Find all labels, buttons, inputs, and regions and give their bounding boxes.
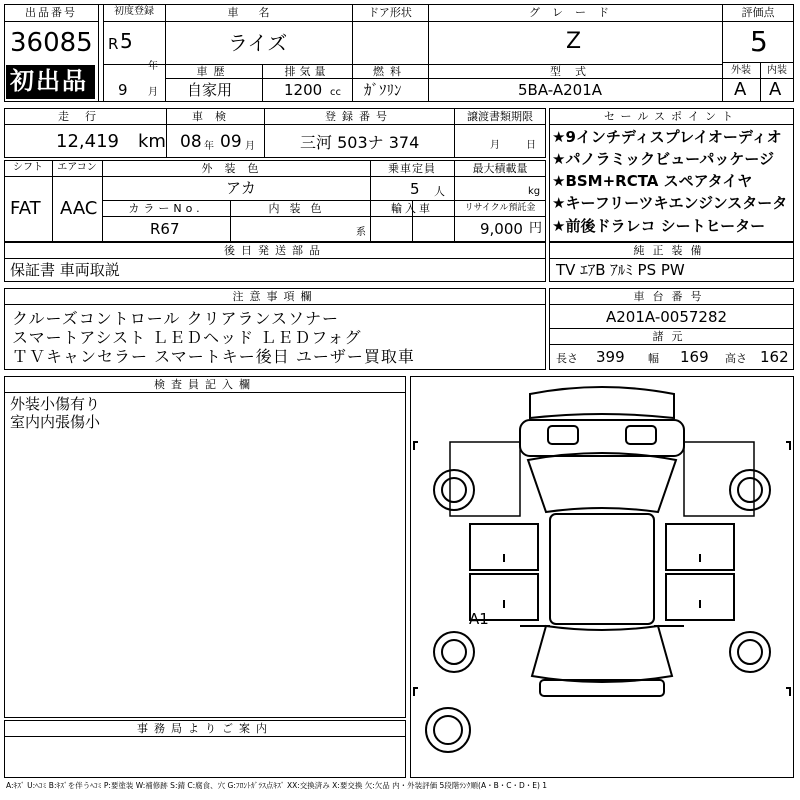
later-parts-label: 後日発送部品 [224, 244, 326, 257]
import-label: 輸入車 [391, 202, 433, 215]
legend: A:ｷｽﾞ U:ﾍｺﾐ B:ｷｽﾞを伴うﾍｺﾐ P:要塗装 W:補修跡 S:錆 C:腐食、穴 G:ﾌﾛﾝﾄｶﾞﾗｽ点ｷｽﾞ XX:交換済み X:要交換 欠:欠品 内・外装評価 5段階ﾗﾝｸ順(A・B・C・D・E) 1 [6, 781, 548, 790]
length-label: 長さ [556, 352, 578, 365]
car-name-label: 車名 [227, 6, 290, 19]
interior-label: 内装 [767, 65, 787, 76]
model-label: 型式 [550, 65, 600, 78]
max-load-label: 最大積載量 [472, 162, 528, 175]
later-parts: 保証書 車両取説 [10, 261, 120, 279]
width-label: 幅 [648, 352, 659, 365]
chassis-label: 車台番号 [633, 290, 710, 303]
year-unit: 年 [148, 61, 158, 72]
inspection-label: 車検 [192, 110, 238, 123]
recycle: 9,000 [480, 220, 523, 238]
reg-no-label: 登録番号 [325, 110, 393, 123]
year: 5 [120, 29, 133, 53]
max-load-unit: kg [528, 186, 541, 197]
ac: AAC [60, 198, 98, 219]
inspector-line-2: 室内内張傷小 [10, 413, 101, 431]
exterior-label: 外装 [731, 65, 751, 76]
car-diagram [410, 376, 794, 778]
inspector-line-1: 外装小傷有り [10, 395, 101, 413]
first-reg-label: 初度登録 [114, 6, 154, 17]
exterior-score: A [734, 79, 747, 100]
score: 5 [750, 25, 768, 58]
damage-mark-a1: A1 [469, 610, 489, 628]
transfer-label: 譲渡書類期限 [467, 110, 533, 123]
transfer-month-unit: 月 [490, 140, 500, 151]
sales-point-3: ★BSM+RCTA スペアタイヤ [552, 172, 753, 190]
ac-label: エアコン [57, 162, 97, 173]
int-color-unit: 系 [356, 227, 366, 238]
mileage-unit: km [138, 131, 166, 152]
width: 169 [680, 348, 709, 366]
era: R [108, 35, 119, 53]
displacement-unit: cc [330, 87, 341, 98]
ext-color-label: 外装色 [201, 162, 271, 175]
first-listing-text: 初出品 [10, 67, 88, 95]
chassis-no: A201A-0057282 [606, 308, 728, 326]
fuel-label: 燃料 [373, 65, 407, 78]
capacity-label: 乗車定員 [388, 162, 436, 175]
height: 162 [760, 348, 789, 366]
history: 自家用 [187, 81, 233, 99]
capacity: 5 [410, 180, 420, 198]
shift: FAT [10, 198, 41, 219]
car-name: ライズ [228, 31, 288, 55]
ext-color: アカ [226, 179, 256, 197]
color-no: R67 [150, 220, 180, 238]
sales-point-4: ★キーフリーツキエンジンスタータ [552, 194, 788, 212]
lot-no-label: 出品番号 [25, 6, 77, 19]
equipment: TV ｴｱB ｱﾙﾐ PS PW [556, 261, 685, 279]
sales-point-2: ★パノラミックビューパッケージ [552, 150, 775, 168]
int-color-label: 内装色 [268, 202, 332, 215]
month-unit: 月 [148, 87, 158, 98]
reg-no: 三河 503ナ 374 [300, 133, 420, 152]
grade-label: グレード [529, 6, 621, 19]
model: 5BA-A201A [518, 81, 603, 99]
sales-point-5: ★前後ドラレコ シートヒーター [552, 217, 766, 235]
transfer-day-unit: 日 [526, 140, 536, 151]
history-label: 車歴 [196, 65, 231, 78]
inspector-label: 検査員記入欄 [154, 378, 256, 391]
recycle-unit: 円 [529, 221, 543, 236]
equipment-label: 純正装備 [633, 244, 710, 257]
shift-label: シフト [13, 162, 43, 173]
capacity-unit: 人 [434, 185, 445, 198]
inspection-year-unit: 年 [204, 141, 214, 152]
door-label: ドア形状 [368, 6, 412, 19]
note-line-2: スマートアシスト ＬＥＤヘッド ＬＥＤフォグ [12, 328, 362, 347]
lot-no: 36085 [10, 28, 93, 58]
specs-label: 諸元 [652, 330, 691, 343]
month: 9 [118, 81, 128, 99]
notes-label: 注意事項欄 [232, 290, 318, 303]
mileage: 12,419 [56, 131, 119, 152]
inspection-month: 09 [220, 132, 242, 152]
sales-points-label: セールスポイント [603, 110, 739, 123]
note-line-1: クルーズコントロール クリアランスソナー [12, 309, 340, 328]
grade: Z [566, 29, 582, 54]
fuel: ｶﾞｿﾘﾝ [364, 81, 402, 99]
score-label: 評価点 [741, 6, 775, 19]
height-label: 高さ [725, 352, 747, 365]
sales-point-1: ★9インチディスプレイオーディオ [552, 128, 782, 146]
mileage-label: 走行 [58, 110, 112, 123]
recycle-label: リサイクル預託金 [464, 203, 536, 213]
inspection-month-unit: 月 [245, 141, 255, 152]
interior-score: A [769, 79, 782, 100]
color-no-label: カラーNo. [128, 202, 204, 215]
inspection-year: 08 [180, 132, 202, 152]
length: 399 [596, 348, 625, 366]
office-label: 事務局よりご案内 [137, 722, 273, 735]
note-line-3: ＴＶキャンセラー スマートキー後日 ユーザー買取車 [12, 347, 415, 366]
displacement-label: 排気量 [284, 65, 330, 78]
displacement: 1200 [284, 81, 323, 99]
